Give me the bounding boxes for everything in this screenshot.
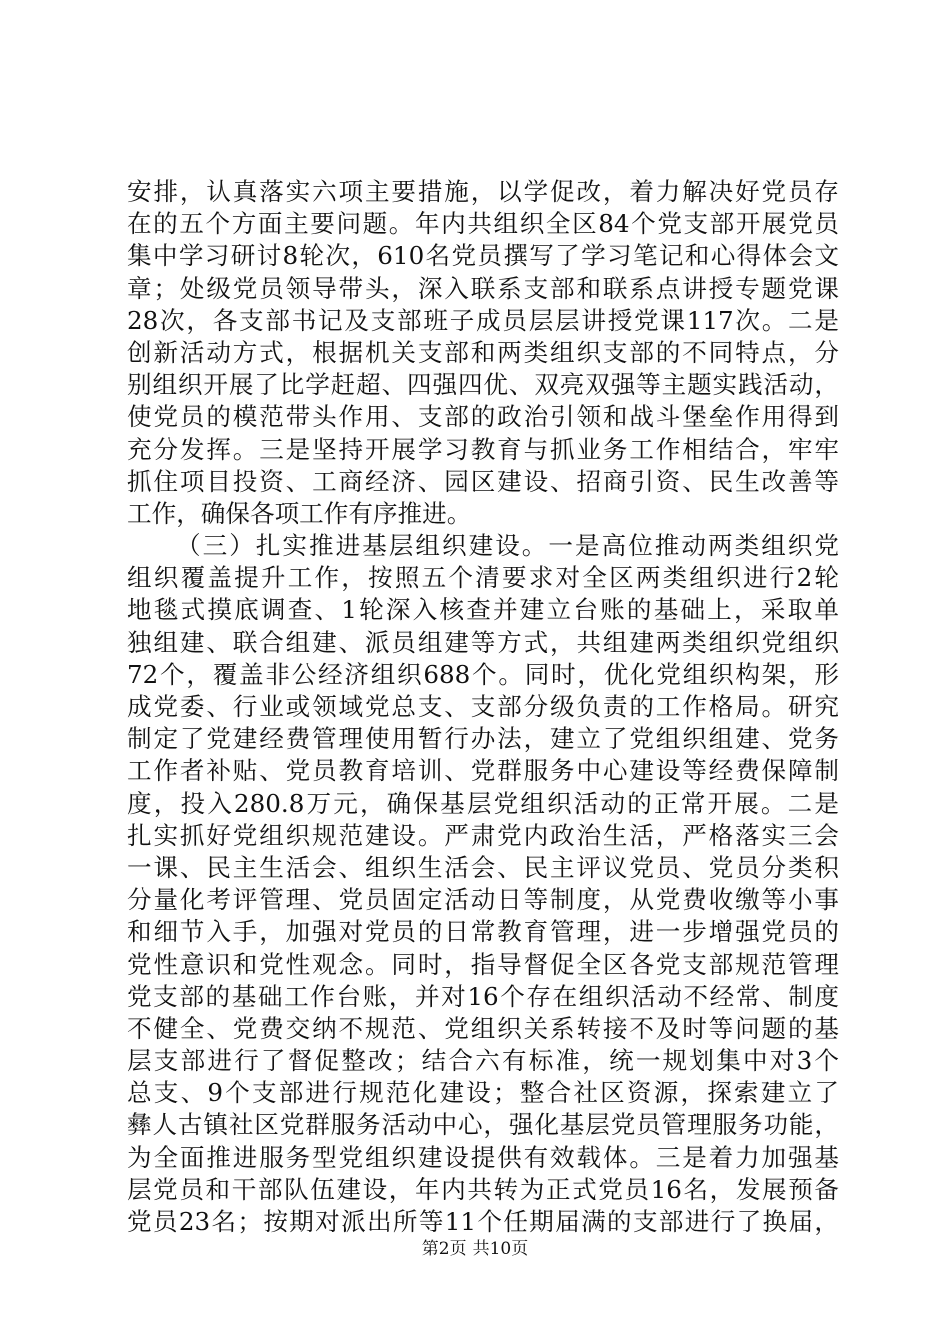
text-line: 总支、9个支部进行规范化建设；整合社区资源，探索建立了 bbox=[127, 1078, 839, 1108]
text-line: 章；处级党员领导带头，深入联系支部和联系点讲授专题党课 bbox=[127, 273, 839, 303]
text-line: 72个，覆盖非公经济组织688个。同时，优化党组织构架，形 bbox=[127, 659, 839, 689]
text-line: 一课、民主生活会、组织生活会、民主评议党员、党员分类积 bbox=[127, 852, 839, 882]
text-line: 层支部进行了督促整改；结合六有标准，统一规划集中对3个 bbox=[127, 1046, 839, 1076]
text-line: 党性意识和党性观念。同时，指导督促全区各党支部规范管理 bbox=[127, 949, 839, 979]
text-line: 工作者补贴、党员教育培训、党群服务中心建设等经费保障制 bbox=[127, 756, 839, 786]
paragraph-end-line: 工作，确保各项工作有序推进。 bbox=[127, 498, 472, 528]
text-line: 充分发挥。三是坚持开展学习教育与抓业务工作相结合，牢牢 bbox=[127, 434, 839, 464]
text-line: 彝人古镇社区党群服务活动中心，强化基层党员管理服务功能， bbox=[127, 1110, 839, 1140]
text-line: 不健全、党费交纳不规范、党组织关系转接不及时等问题的基 bbox=[127, 1013, 839, 1043]
text-line: 为全面推进服务型党组织建设提供有效载体。三是着力加强基 bbox=[127, 1142, 839, 1172]
page-total: 共10页 bbox=[472, 1239, 529, 1259]
text-line: 集中学习研讨8轮次，610名党员撰写了学习笔记和心得体会文 bbox=[127, 241, 839, 271]
text-line: 党员23名；按期对派出所等11个任期届满的支部进行了换届， bbox=[127, 1207, 839, 1236]
text-line: 别组织开展了比学赶超、四强四优、双亮双强等主题实践活动， bbox=[127, 370, 839, 400]
document-body bbox=[127, 176, 839, 1238]
text-line: 度，投入280.8万元，确保基层党组织活动的正常开展。二是 bbox=[127, 788, 839, 818]
text-line: 扎实抓好党组织规范建设。严肃党内政治生活，严格落实三会 bbox=[127, 820, 839, 850]
text-line: 层党员和干部队伍建设，年内共转为正式党员16名，发展预备 bbox=[127, 1174, 839, 1204]
text-line: 成党委、行业或领域党总支、支部分级负责的工作格局。研究 bbox=[127, 692, 839, 721]
page-footer bbox=[0, 1238, 950, 1260]
page-number: 第2页 bbox=[421, 1239, 467, 1259]
text-line: 使党员的模范带头作用、支部的政治引领和战斗堡垒作用得到 bbox=[127, 402, 839, 432]
text-line: 抓住项目投资、工商经济、园区建设、招商引资、民生改善等 bbox=[127, 466, 839, 496]
text-line: 创新活动方式，根据机关支部和两类组织支部的不同特点，分 bbox=[127, 337, 839, 367]
text-line: 28次，各支部书记及支部班子成员层层讲授党课117次。二是 bbox=[127, 305, 839, 335]
text-line: 地毯式摸底调查、1轮深入核查并建立台账的基础上，采取单 bbox=[127, 595, 839, 625]
text-line: 组织覆盖提升工作，按照五个清要求对全区两类组织进行2轮 bbox=[127, 563, 839, 593]
text-line: 和细节入手，加强对党员的日常教育管理，进一步增强党员的 bbox=[127, 917, 839, 947]
text-line: 党支部的基础工作台账，并对16个存在组织活动不经常、制度 bbox=[127, 981, 839, 1011]
text-line: 分量化考评管理、党员固定活动日等制度，从党费收缴等小事 bbox=[127, 885, 839, 915]
text-line: 在的五个方面主要问题。年内共组织全区84个党支部开展党员 bbox=[127, 209, 839, 239]
section-heading-line: （三）扎实推进基层组织建设。一是高位推动两类组织党 bbox=[176, 531, 839, 561]
text-line: 独组建、联合组建、派员组建等方式，共组建两类组织党组织 bbox=[127, 627, 839, 657]
text-line: 安排，认真落实六项主要措施，以学促改，着力解决好党员存 bbox=[127, 177, 839, 206]
text-line: 制定了党建经费管理使用暂行办法，建立了党组织组建、党务 bbox=[127, 724, 839, 754]
